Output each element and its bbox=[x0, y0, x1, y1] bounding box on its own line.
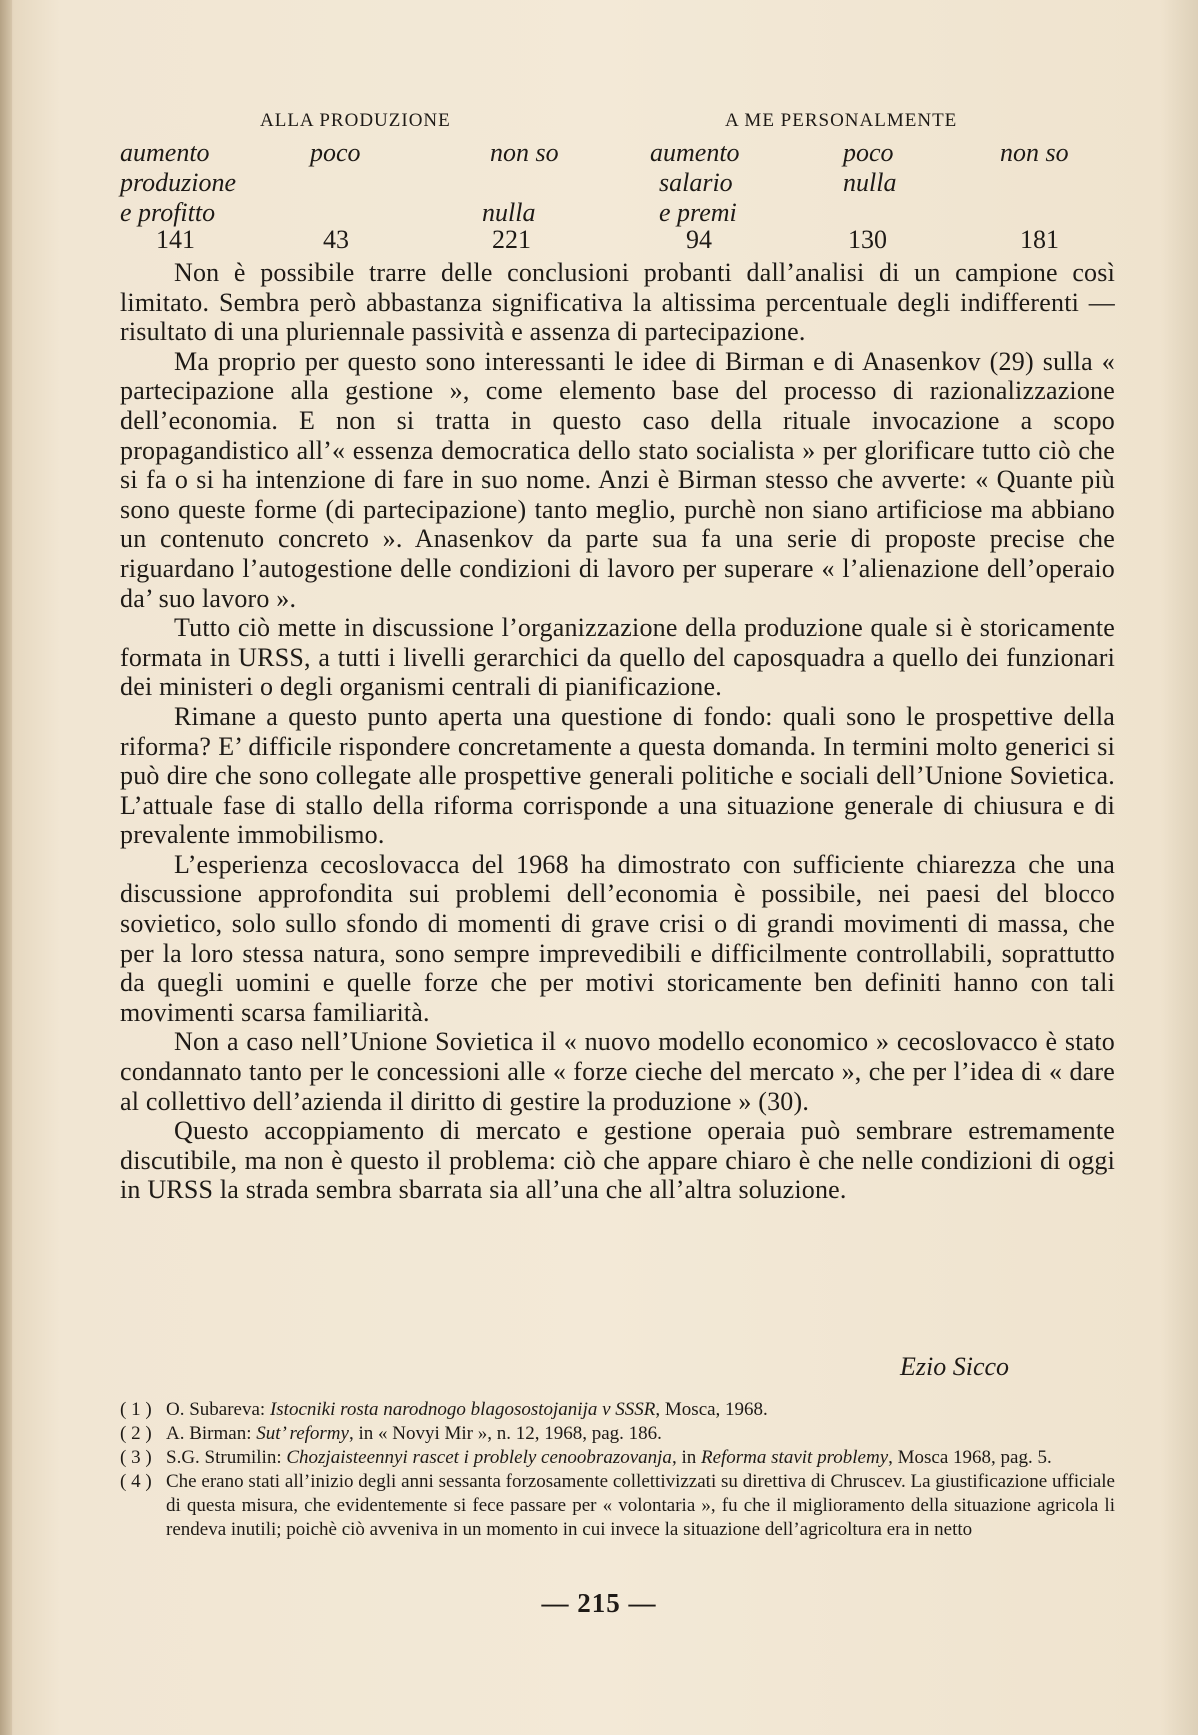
footnote-mark: ( 2 ) bbox=[120, 1423, 152, 1444]
article-body bbox=[120, 258, 1115, 1205]
page-spine-shadow bbox=[0, 0, 12, 1735]
column-header: poco nulla bbox=[843, 138, 897, 197]
author-signature: Ezio Sicco bbox=[900, 1352, 1010, 1381]
column-header: aumento salario e premi bbox=[650, 138, 740, 227]
footnote: ( 3 ) S.G. Strumilin: Chozjaisteennyi rascet i problely cenoobrazovanja, in Reforma stavit problemy, Mosca 1968, pag. 5. bbox=[120, 1447, 1052, 1468]
column-header: non so nulla bbox=[482, 138, 559, 227]
page-number: — 215 — bbox=[541, 1588, 657, 1618]
paragraph: Tutto ciò mette in discussione l’organizzazione della produzione quale si è storicamente formata in URSS, a tutti i livelli gerarchici da quello del caposquadra a quello dei funzionari dei ministeri o degli organismi centrali di pianificazione. bbox=[120, 613, 1115, 702]
footnote-mark: ( 3 ) bbox=[120, 1447, 152, 1468]
paragraph: Rimane a questo punto aperta una questione di fondo: quali sono le prospettive della riforma? E’ difficile rispondere concretamente a questa domanda. In termini molto generici si può dire che sono collegate alle prospettive generali politiche e sociali dell’Unione Sovietica. L’attuale fase di stallo della riforma corrisponde a una situazione generale di chiusura e di prevalente immobilismo. bbox=[120, 701, 1115, 850]
column-header: non so bbox=[1000, 138, 1069, 167]
group-header-personal: A ME PERSONALMENTE bbox=[725, 110, 958, 131]
paragraph: L’esperienza cecoslovacca del 1968 ha dimostrato con sufficiente chiarezza che una discussione approfondita sui problemi dell’economia è possibile, nei paesi del blocco sovietico, solo sullo sfondo di momenti di grave crisi o di grandi movimenti di massa, che per la loro stessa natura, sono sempre imprevedibili e difficilmente controllabili, soprattutto da quegli uomini e quelle forze che per motivi storicamente ben definiti hanno con tali movimenti scarsa familiarità. bbox=[120, 849, 1115, 1027]
column-header: aumento produzione e profitto bbox=[120, 138, 237, 227]
footnote: ( 2 ) A. Birman: Sut’ reformy, in « Novyi Mir », n. 12, 1968, pag. 186. bbox=[120, 1423, 662, 1444]
table-value: 141 bbox=[156, 225, 195, 254]
table-value: 130 bbox=[848, 225, 887, 254]
table-value: 43 bbox=[323, 225, 349, 254]
footnote-mark: ( 1 ) bbox=[120, 1399, 152, 1420]
footnote: ( 1 ) O. Subareva: Istocniki rosta narodnogo blagosostojanija v SSSR, Mosca, 1968. bbox=[120, 1399, 768, 1420]
paragraph: Questo accoppiamento di mercato e gestione operaia può sembrare estremamente discutibile, ma non è questo il problema: ciò che appare chiaro è che nelle condizioni di oggi in URSS la strada sembra sbarrata sia all’una che all’altra soluzione. bbox=[120, 1116, 1115, 1205]
footnote: ( 4 ) Che erano stati all’inizio degli anni sessanta forzosamente collettivizzati su direttiva di Chruscev. La giustificazione ufficiale di questa misura, che evidentemente si fece passare per « volontaria », fu che il miglioramento della situazione agricola li rendeva inutili; poichè ciò avveniva in un momento in cui invece la situazione dell’agricoltura era in netto bbox=[120, 1471, 1115, 1540]
column-header: poco bbox=[310, 138, 361, 167]
table-value: 221 bbox=[492, 225, 531, 254]
footnote-mark: ( 4 ) bbox=[120, 1471, 152, 1492]
survey-table bbox=[120, 110, 1115, 260]
paragraph: Non è possibile trarre delle conclusioni probanti dall’analisi di un campione così limitato. Sembra però abbastanza significativa la altissima percentuale degli indifferenti — risultato di una pluriennale passività e assenza di partecipazione. bbox=[120, 258, 1115, 347]
paragraph: Ma proprio per questo sono interessanti le idee di Birman e di Anasenkov (29) sulla « partecipazione alla gestione », come elemento base del processo di razionalizzazione dell’economia. E non si tratta in questo caso della rituale invocazione a scopo propagandistico all’« essenza democratica dello stato socialista » per glorificare tutto ciò che si fa o si ha intenzione di fare in suo nome. Anzi è Birman stesso che avverte: « Quante più sono queste forme (di partecipazione) tanto meglio, purchè non siano artificiose ma abbiano un contenuto concreto ». Anasenkov da parte sua fa una serie di proposte precise che riguardano l’autogestione delle condizioni di lavoro per superare « l’alienazione dell’operaio da’ suo lavoro ». bbox=[120, 346, 1115, 613]
footnotes bbox=[120, 1398, 1115, 1542]
paragraph: Non a caso nell’Unione Sovietica il « nuovo modello economico » cecoslovacco è stato condannato tanto per le concessioni alle « forze cieche del mercato », che per l’idea di « dare al collettivo dell’azienda il diritto di gestire la produzione » (30). bbox=[120, 1027, 1115, 1116]
table-value: 181 bbox=[1020, 225, 1059, 254]
group-header-production: ALLA PRODUZIONE bbox=[260, 110, 451, 131]
table-value: 94 bbox=[686, 225, 712, 254]
